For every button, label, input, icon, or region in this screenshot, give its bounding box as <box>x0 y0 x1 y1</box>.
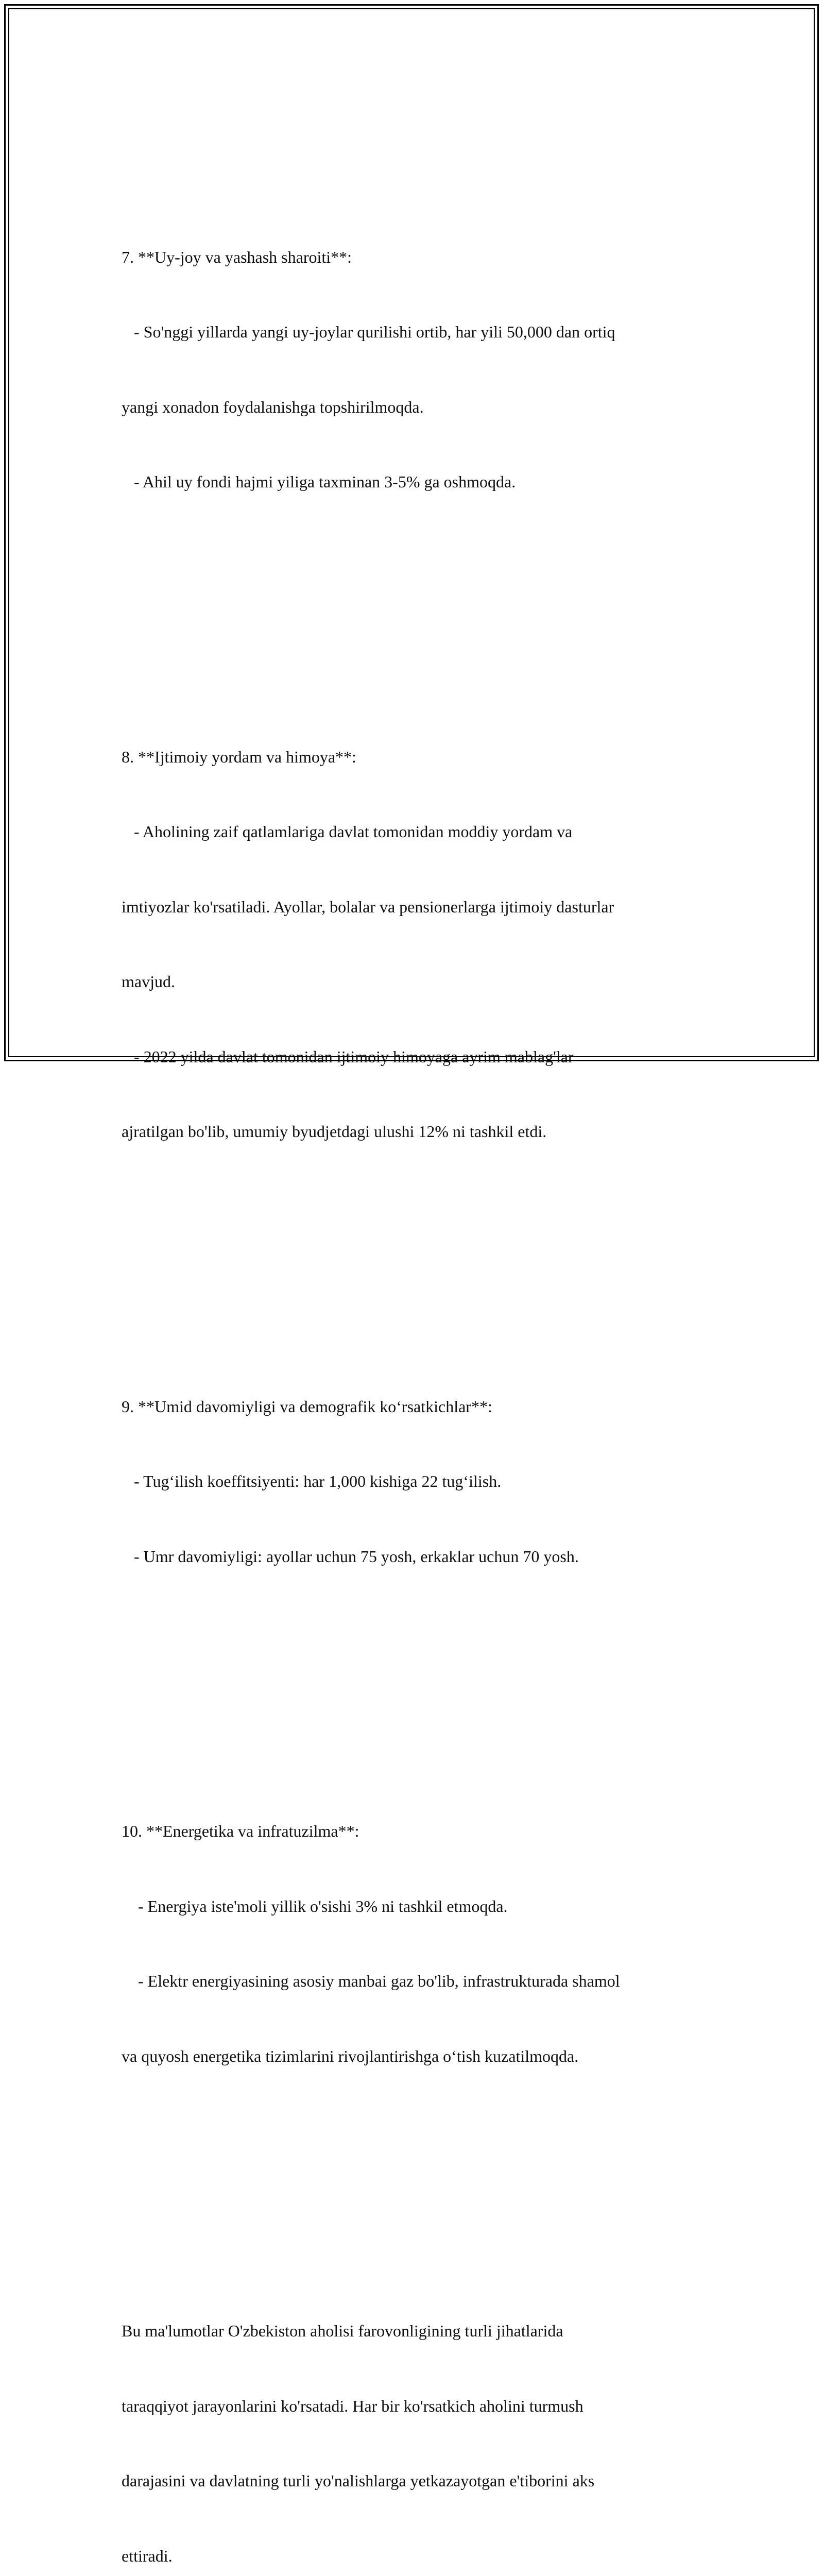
paragraph-spacer <box>122 2168 701 2194</box>
section-line: mavjud. <box>122 972 175 991</box>
paragraph-spacer <box>122 1244 701 1269</box>
section-energy <box>122 1769 701 2119</box>
section-heading: 10. **Energetika va infratuzilma**: <box>122 1822 359 1840</box>
section-line: - Umr davomiyligi: ayollar uchun 75 yosh, erkaklar uchun 70 yosh. <box>122 1547 579 1566</box>
section-heading: 8. **Ijtimoiy yordam va himoya**: <box>122 747 356 766</box>
conclusion-line: taraqqiyot jarayonlarini ko'rsatadi. Har bir ko'rsatkich aholini turmush <box>122 2396 583 2415</box>
section-line: - Energiya iste'moli yillik o'sishi 3% ni tashkil etmoqda. <box>122 1896 508 1916</box>
section-heading: 7. **Uy-joy va yashash sharoiti**: <box>122 247 352 266</box>
paragraph-spacer <box>122 1669 701 1694</box>
paragraph-spacer <box>122 595 701 620</box>
section-line: - Aholining zaif qatlamlariga davlat tomonidan moddiy yordam va <box>122 822 573 841</box>
section-line: - 2022 yilda davlat tomonidan ijtimoiy himoyaga ayrim mablag'lar <box>122 1047 574 1066</box>
section-heading: 9. **Umid davomiyligi va demografik ko‘rsatkichlar**: <box>122 1397 492 1416</box>
section-line: - Tug‘ilish koeffitsiyenti: har 1,000 kishiga 22 tug‘ilish. <box>122 1472 502 1490</box>
section-housing <box>122 195 701 545</box>
section-social-protection <box>122 694 701 1194</box>
conclusion-line: darajasini va davlatning turli yo'nalishlarga yetkazayotgan e'tiborini aks <box>122 2471 595 2490</box>
document-body <box>122 120 701 2576</box>
section-line: ajratilgan bo'lib, umumiy byudjetdagi ulushi 12% ni tashkil etdi. <box>122 1122 547 1141</box>
section-line: va quyosh energetika tizimlarini rivojlantirishga o‘tish kuzatilmoqda. <box>122 2046 579 2065</box>
conclusion-line: Bu ma'lumotlar O'zbekiston aholisi farovonligining turli jihatlarida <box>122 2321 563 2340</box>
section-demographics <box>122 1344 701 1619</box>
section-line: - Ahil uy fondi hajmi yiliga taxminan 3-5% ga oshmoqda. <box>122 472 516 491</box>
section-line: - So'nggi yillarda yangi uy-joylar qurilishi ortib, har yili 50,000 dan ortiq <box>122 323 615 341</box>
section-line: - Elektr energiyasining asosiy manbai gaz bo'lib, infrastrukturada shamol <box>122 1972 620 1990</box>
section-line: imtiyozlar ko'rsatiladi. Ayollar, bolalar va pensionerlarga ijtimoiy dasturlar <box>122 897 614 916</box>
section-line: yangi xonadon foydalanishga topshirilmoqda. <box>122 397 424 416</box>
conclusion-line: ettiradi. <box>122 2546 173 2565</box>
conclusion-paragraph <box>122 2268 701 2576</box>
